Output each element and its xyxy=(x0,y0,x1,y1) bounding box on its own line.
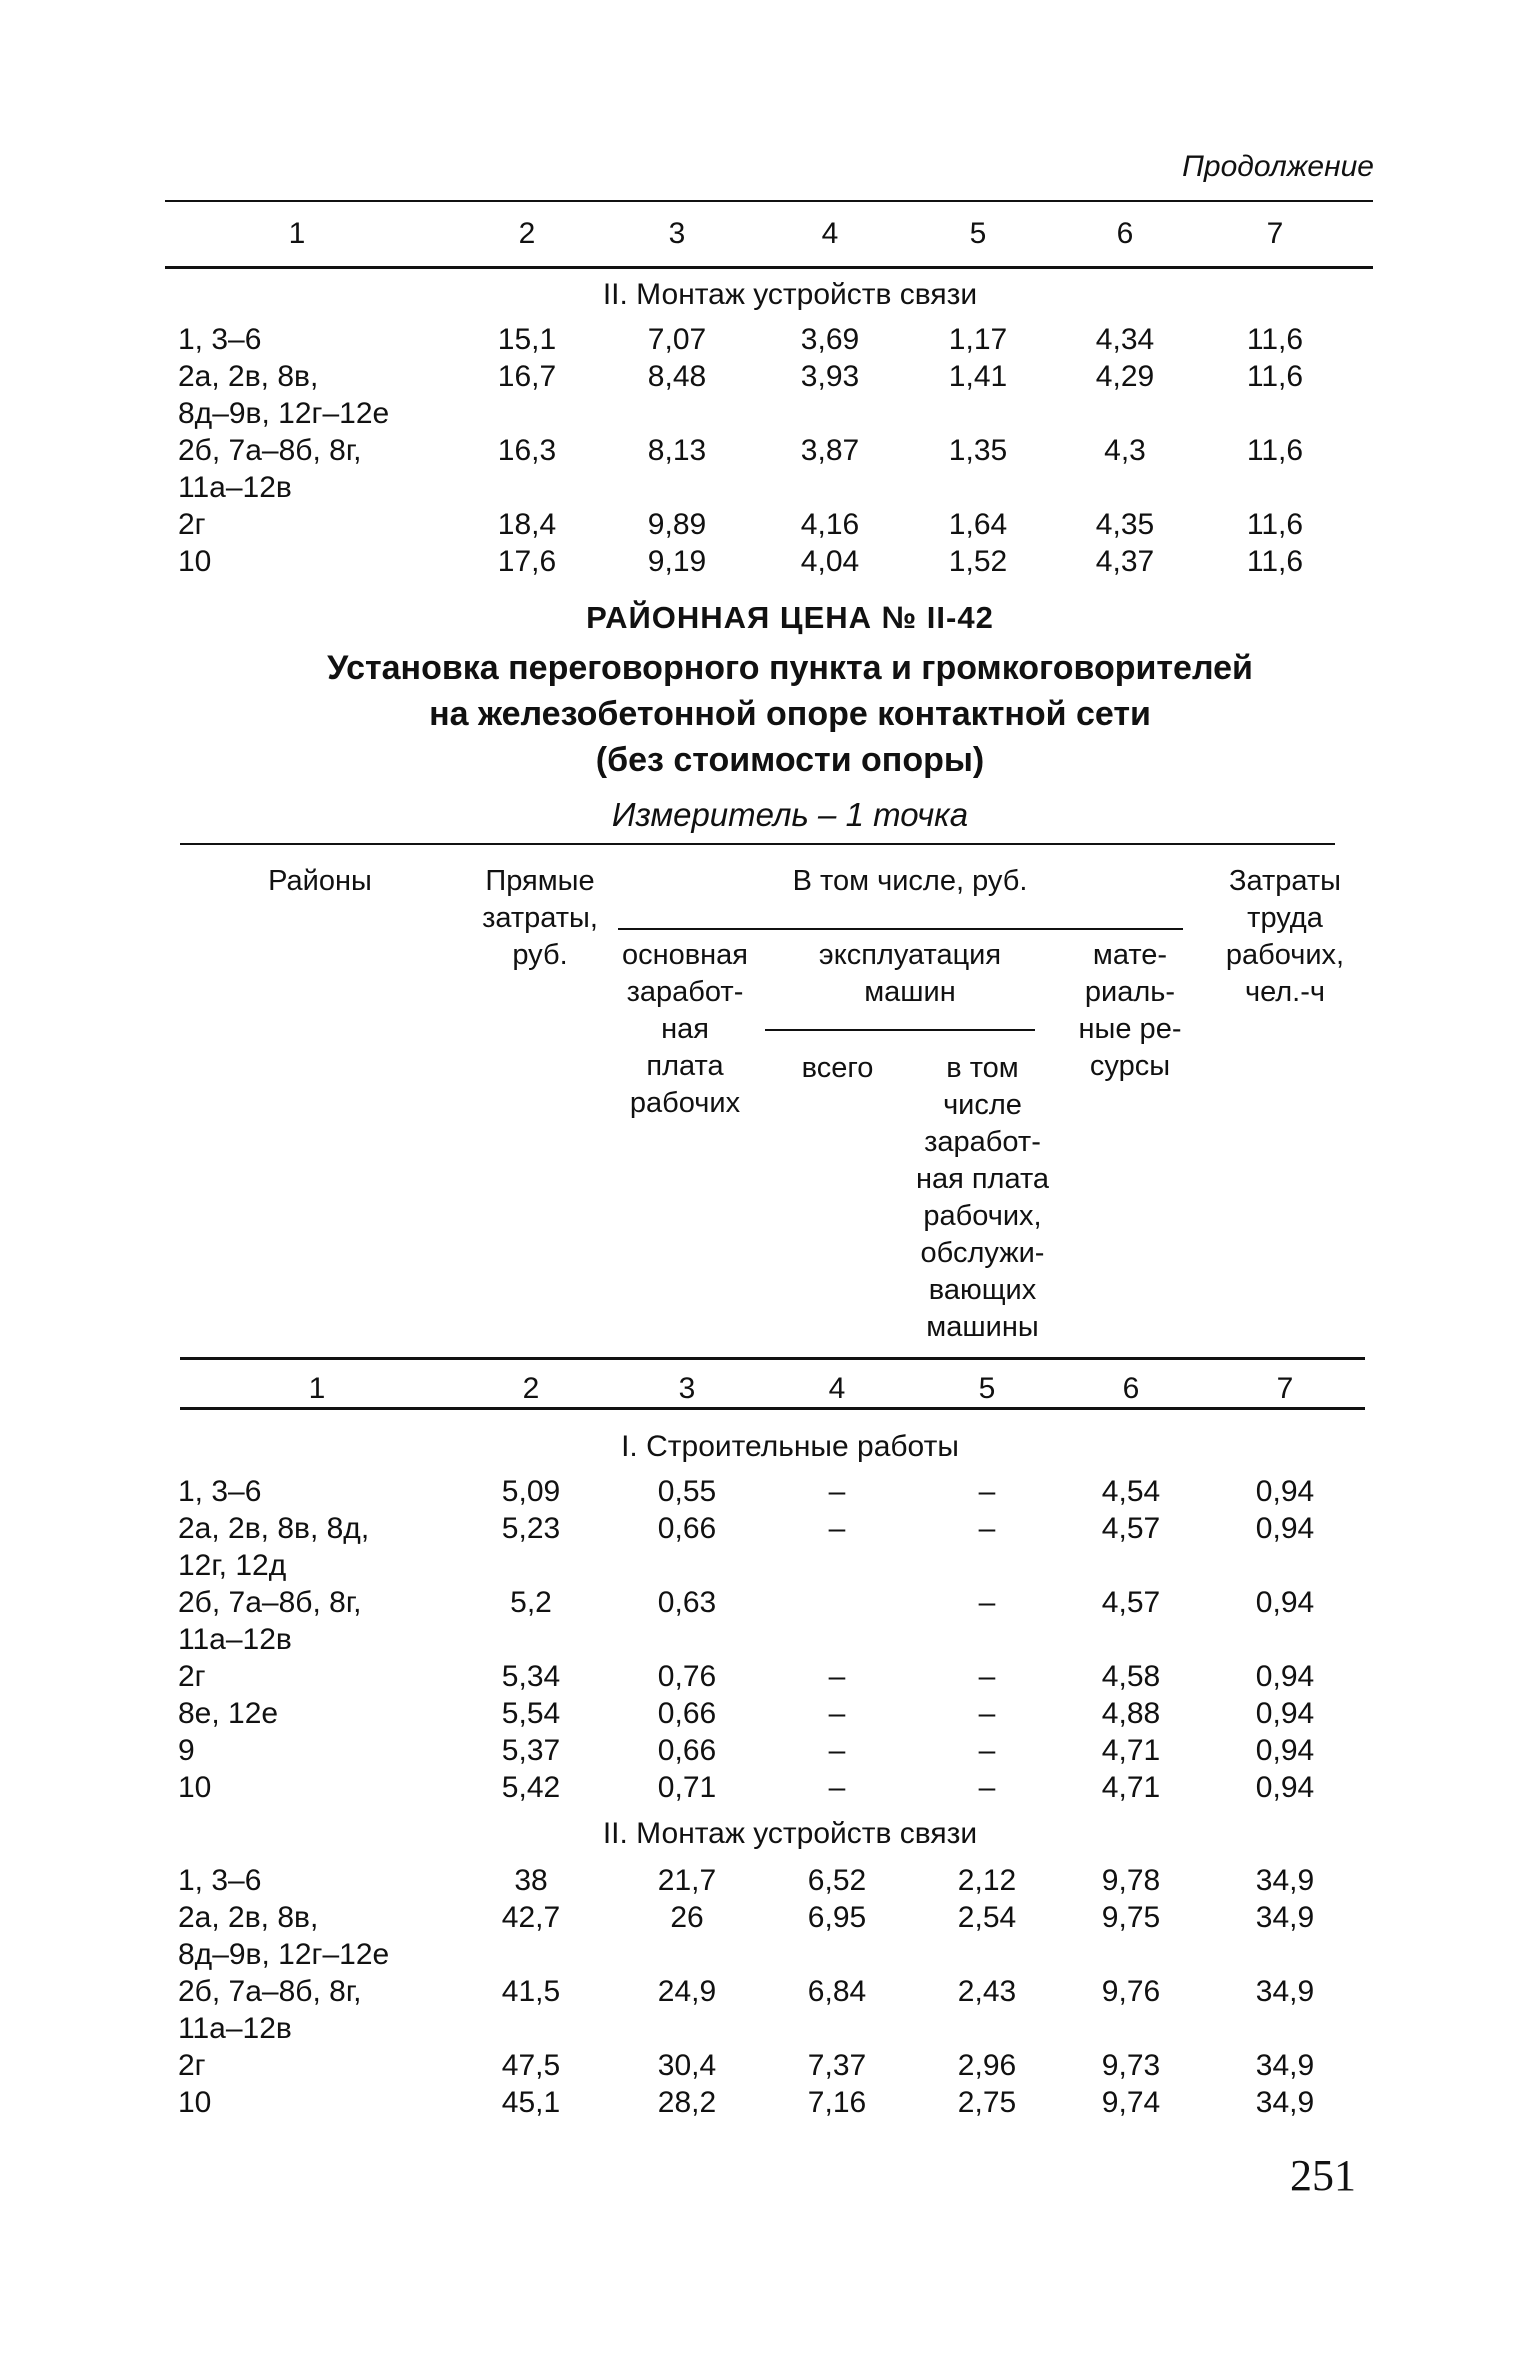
region-cell: 8е, 12е xyxy=(178,1697,279,1730)
value-cell: – xyxy=(828,1475,846,1508)
value-cell: 4,71 xyxy=(1101,1771,1161,1804)
column-number: 5 xyxy=(969,217,987,250)
value-cell: 7,07 xyxy=(647,323,707,356)
price-title-line: (без стоимости опоры) xyxy=(595,741,985,779)
column-number: 6 xyxy=(1122,1372,1140,1405)
value-cell: 30,4 xyxy=(657,2049,717,2082)
region-cell: 2г xyxy=(178,1660,206,1693)
value-cell: 4,54 xyxy=(1101,1475,1161,1508)
value-cell: 5,34 xyxy=(501,1660,561,1693)
value-cell: 4,16 xyxy=(800,508,860,541)
column-number: 7 xyxy=(1266,217,1284,250)
value-cell: 1,41 xyxy=(948,360,1008,393)
column-number: 2 xyxy=(518,217,536,250)
value-cell: 0,94 xyxy=(1255,1586,1315,1619)
section-construction: I. Строительные работы xyxy=(621,1430,959,1463)
value-cell: 21,7 xyxy=(657,1864,717,1897)
column-number: 3 xyxy=(678,1372,696,1405)
value-cell: 4,57 xyxy=(1101,1586,1161,1619)
value-cell: – xyxy=(978,1475,996,1508)
value-cell: 34,9 xyxy=(1255,2049,1315,2082)
value-cell: 9,76 xyxy=(1101,1975,1161,2008)
value-cell: 1,52 xyxy=(948,545,1008,578)
value-cell: – xyxy=(978,1660,996,1693)
region-cell: 10 xyxy=(178,545,212,578)
value-cell: 0,94 xyxy=(1255,1771,1315,1804)
value-cell: 2,75 xyxy=(957,2086,1017,2119)
value-cell: 9,75 xyxy=(1101,1901,1161,1934)
value-cell: 45,1 xyxy=(501,2086,561,2119)
region-cell: 10 xyxy=(178,1771,212,1804)
column-number: 4 xyxy=(821,217,839,250)
region-cell: 1, 3–6 xyxy=(178,1864,262,1897)
value-cell: 4,04 xyxy=(800,545,860,578)
value-cell: 3,69 xyxy=(800,323,860,356)
value-cell: – xyxy=(978,1734,996,1767)
value-cell: – xyxy=(828,1660,846,1693)
value-cell: 0,66 xyxy=(657,1734,717,1767)
value-cell: 15,1 xyxy=(497,323,557,356)
region-cell: 11а–12в xyxy=(178,471,292,504)
value-cell: 4,88 xyxy=(1101,1697,1161,1730)
value-cell: 11,6 xyxy=(1246,434,1304,467)
header-machines-rule xyxy=(765,1029,1035,1031)
value-cell: 2,54 xyxy=(957,1901,1017,1934)
value-cell: 47,5 xyxy=(501,2049,561,2082)
value-cell: 4,29 xyxy=(1095,360,1155,393)
value-cell: 1,17 xyxy=(948,323,1008,356)
price-title-line: Установка переговорного пункта и громкоговорителей xyxy=(327,649,1253,687)
price-title-line: на железобетонной опоре контактной сети xyxy=(429,695,1151,733)
value-cell: 34,9 xyxy=(1255,1901,1315,1934)
page-number: 251 xyxy=(1290,2151,1356,2200)
region-cell: 2а, 2в, 8в, 8д, xyxy=(178,1512,370,1545)
value-cell: 34,9 xyxy=(1255,2086,1315,2119)
header-wage: основная заработ- ная плата рабочих xyxy=(621,939,749,1119)
value-cell: – xyxy=(978,1697,996,1730)
column-number: 4 xyxy=(828,1372,846,1405)
value-cell: 0,94 xyxy=(1255,1697,1315,1730)
region-cell: 2а, 2в, 8в, xyxy=(178,1901,319,1934)
value-cell: 0,71 xyxy=(657,1771,717,1804)
value-cell: 0,55 xyxy=(657,1475,717,1508)
value-cell: – xyxy=(978,1586,996,1619)
value-cell: – xyxy=(978,1771,996,1804)
value-cell: 4,37 xyxy=(1095,545,1155,578)
value-cell: 5,2 xyxy=(510,1586,552,1619)
value-cell: 34,9 xyxy=(1255,1975,1315,2008)
value-cell: 6,52 xyxy=(807,1864,867,1897)
top-section-title: II. Монтаж устройств связи xyxy=(602,278,978,311)
value-cell: 3,87 xyxy=(800,434,860,467)
value-cell: 4,58 xyxy=(1101,1660,1161,1693)
column-number: 7 xyxy=(1276,1372,1294,1405)
value-cell: 8,48 xyxy=(647,360,707,393)
value-cell: 0,94 xyxy=(1255,1512,1315,1545)
value-cell: 9,73 xyxy=(1101,2049,1161,2082)
value-cell: 9,78 xyxy=(1101,1864,1161,1897)
value-cell: 0,66 xyxy=(657,1697,717,1730)
value-cell: 4,34 xyxy=(1095,323,1155,356)
header-machines-wage: в том числе заработ- ная плата рабочих, обслужи- вающих машины xyxy=(915,1052,1050,1343)
value-cell: 11,6 xyxy=(1246,545,1304,578)
header-including: В том числе, руб. xyxy=(792,865,1028,897)
value-cell: 0,66 xyxy=(657,1512,717,1545)
header-direct-costs: Прямые затраты, руб. xyxy=(482,865,598,971)
measure-unit: Измеритель – 1 точка xyxy=(611,796,969,833)
header-machines: эксплуатация машин xyxy=(818,939,1002,1008)
value-cell: 34,9 xyxy=(1255,1864,1315,1897)
value-cell: 6,95 xyxy=(807,1901,867,1934)
value-cell: 4,35 xyxy=(1095,508,1155,541)
header-top-rule xyxy=(180,843,1335,845)
region-cell: 11а–12в xyxy=(178,2012,292,2045)
value-cell: 5,42 xyxy=(501,1771,561,1804)
value-cell: – xyxy=(828,1697,846,1730)
value-cell: 0,76 xyxy=(657,1660,717,1693)
value-cell: 5,23 xyxy=(501,1512,561,1545)
value-cell: 9,74 xyxy=(1101,2086,1161,2119)
value-cell: 11,6 xyxy=(1246,360,1304,393)
colnum-bottom-rule xyxy=(180,1407,1365,1410)
region-cell: 1, 3–6 xyxy=(178,323,262,356)
value-cell: – xyxy=(828,1512,846,1545)
region-cell: 2г xyxy=(178,508,206,541)
column-number: 3 xyxy=(668,217,686,250)
value-cell: 16,7 xyxy=(497,360,557,393)
price-title xyxy=(0,645,1536,783)
value-cell: 7,37 xyxy=(807,2049,867,2082)
header-sub-rule xyxy=(618,928,1183,930)
column-number: 2 xyxy=(522,1372,540,1405)
value-cell: 4,57 xyxy=(1101,1512,1161,1545)
value-cell: 1,64 xyxy=(948,508,1008,541)
top-rule-2 xyxy=(165,266,1373,269)
region-cell: 2а, 2в, 8в, xyxy=(178,360,319,393)
value-cell: 11,6 xyxy=(1246,323,1304,356)
column-number: 6 xyxy=(1116,217,1134,250)
region-cell: 12г, 12д xyxy=(178,1549,287,1582)
value-cell: 3,93 xyxy=(800,360,860,393)
value-cell: 2,43 xyxy=(957,1975,1017,2008)
value-cell: 4,3 xyxy=(1104,434,1146,467)
header-bottom-rule xyxy=(180,1357,1365,1360)
value-cell: 7,16 xyxy=(807,2086,867,2119)
value-cell: 41,5 xyxy=(501,1975,561,2008)
value-cell: 2,96 xyxy=(957,2049,1017,2082)
region-cell: 8д–9в, 12г–12е xyxy=(178,397,390,430)
value-cell: 4,71 xyxy=(1101,1734,1161,1767)
column-number: 1 xyxy=(288,217,306,250)
region-cell: 2г xyxy=(178,2049,206,2082)
region-cell: 2б, 7а–8б, 8г, xyxy=(178,1586,362,1619)
value-cell: 0,94 xyxy=(1255,1734,1315,1767)
column-number: 5 xyxy=(978,1372,996,1405)
region-cell: 2б, 7а–8б, 8г, xyxy=(178,434,362,467)
value-cell: – xyxy=(828,1734,846,1767)
value-cell: 0,94 xyxy=(1255,1660,1315,1693)
header-materials: мате- риаль- ные ре- сурсы xyxy=(1078,939,1182,1082)
header-regions: Районы xyxy=(268,865,372,897)
price-number: РАЙОННАЯ ЦЕНА № II-42 xyxy=(586,600,994,635)
column-number: 1 xyxy=(308,1372,326,1405)
value-cell: 1,35 xyxy=(948,434,1008,467)
region-cell: 11а–12в xyxy=(178,1623,292,1656)
value-cell: – xyxy=(828,1771,846,1804)
header-labor-cost: Затраты труда рабочих, чел.-ч xyxy=(1225,865,1345,1008)
value-cell: 0,94 xyxy=(1255,1475,1315,1508)
region-cell: 10 xyxy=(178,2086,212,2119)
continuation-label: Продолжение xyxy=(1182,150,1374,183)
value-cell: 5,37 xyxy=(501,1734,561,1767)
value-cell: 28,2 xyxy=(657,2086,717,2119)
value-cell: 42,7 xyxy=(501,1901,561,1934)
top-rule-1 xyxy=(165,200,1373,202)
value-cell: 26 xyxy=(670,1901,704,1934)
value-cell: 17,6 xyxy=(497,545,557,578)
value-cell: 6,84 xyxy=(807,1975,867,2008)
value-cell: 11,6 xyxy=(1246,508,1304,541)
value-cell: – xyxy=(978,1512,996,1545)
value-cell: 8,13 xyxy=(647,434,707,467)
value-cell: 16,3 xyxy=(497,434,557,467)
header-machines-total: всего xyxy=(801,1052,874,1084)
section-installation: II. Монтаж устройств связи xyxy=(602,1817,978,1850)
region-cell: 8д–9в, 12г–12е xyxy=(178,1938,390,1971)
region-cell: 2б, 7а–8б, 8г, xyxy=(178,1975,362,2008)
value-cell: 9,89 xyxy=(647,508,707,541)
value-cell: 38 xyxy=(514,1864,548,1897)
value-cell: 5,09 xyxy=(501,1475,561,1508)
value-cell: 9,19 xyxy=(647,545,707,578)
value-cell: 24,9 xyxy=(657,1975,717,2008)
value-cell: 5,54 xyxy=(501,1697,561,1730)
value-cell: 2,12 xyxy=(957,1864,1017,1897)
region-cell: 1, 3–6 xyxy=(178,1475,262,1508)
value-cell: 18,4 xyxy=(497,508,557,541)
value-cell: 0,63 xyxy=(657,1586,717,1619)
region-cell: 9 xyxy=(178,1734,195,1767)
